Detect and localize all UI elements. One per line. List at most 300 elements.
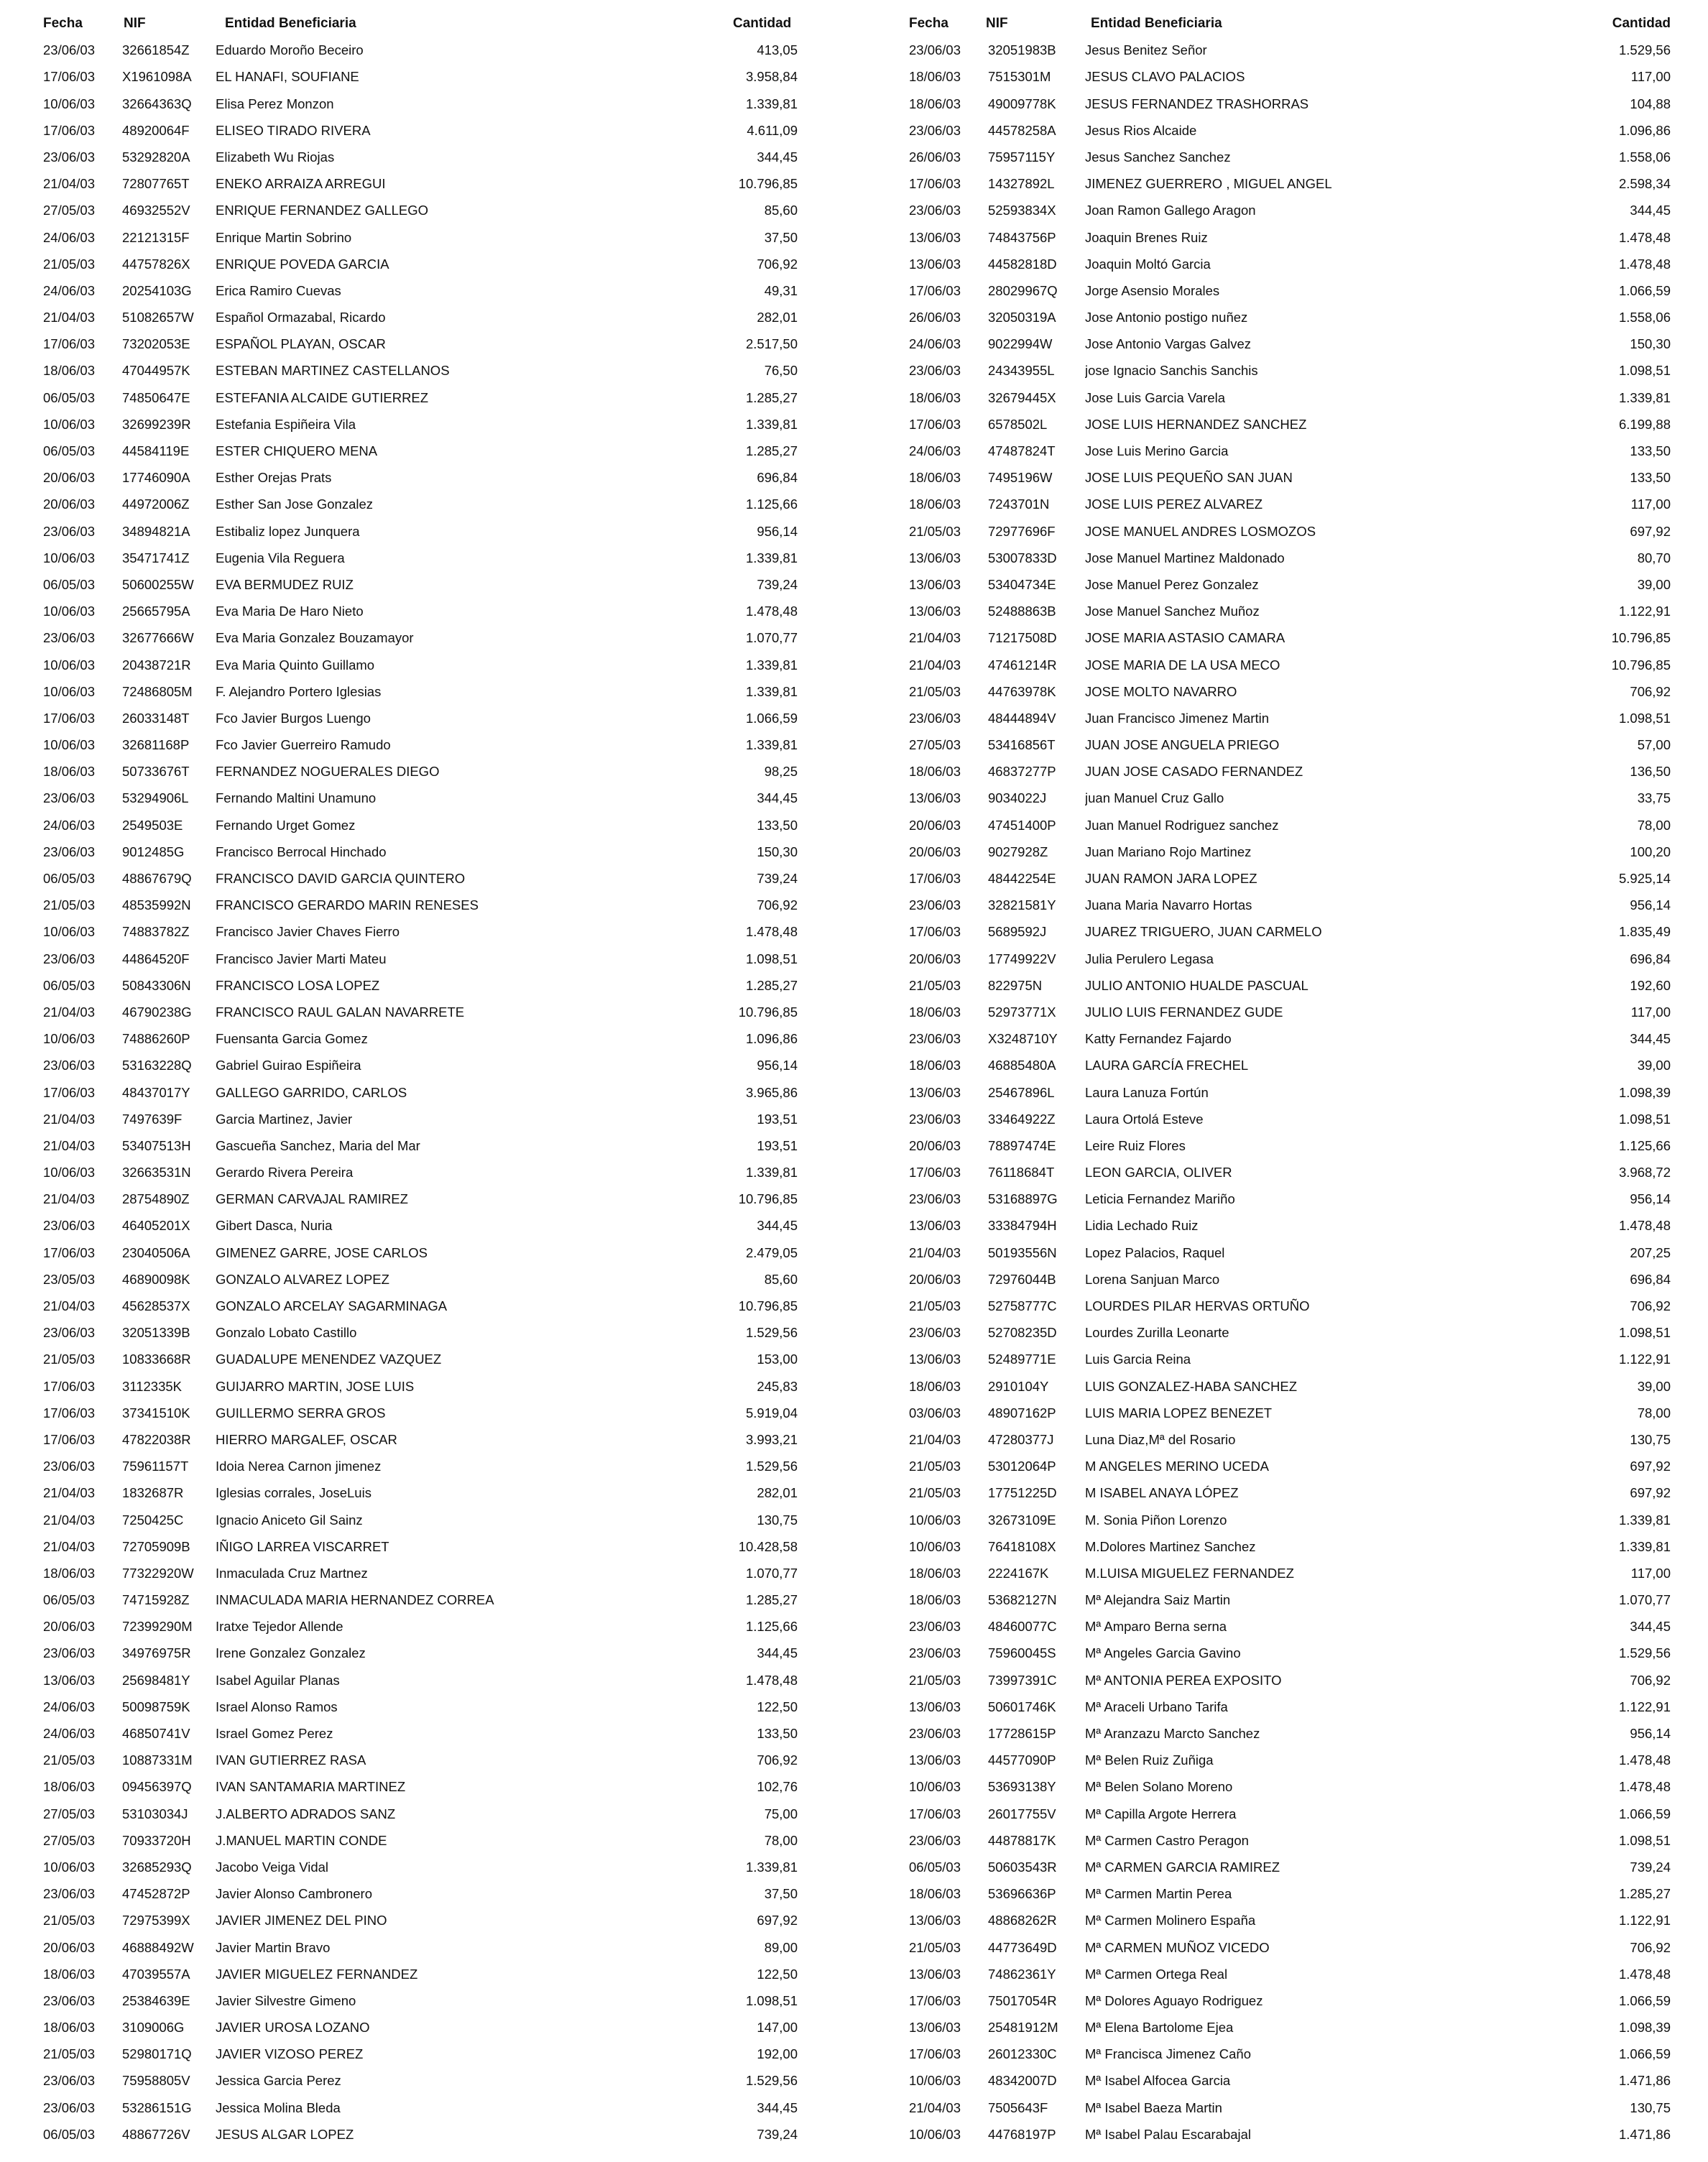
row-nif: 47822038R	[122, 1431, 191, 1447]
row-fecha: 21/04/03	[909, 630, 961, 646]
row-cantidad: 150,30	[757, 844, 798, 859]
row-cantidad: 1.122,91	[1618, 1699, 1671, 1714]
row-fecha: 18/06/03	[909, 764, 961, 780]
row-nif: 7497639F	[122, 1111, 183, 1127]
table-row	[43, 1613, 798, 1640]
row-entidad: Fco Javier Burgos Luengo	[216, 710, 371, 726]
table-row	[43, 518, 798, 545]
row-entidad: JESUS FERNANDEZ TRASHORRAS	[1085, 96, 1309, 111]
row-nif: 47451400P	[988, 817, 1056, 833]
table-row	[909, 491, 1671, 517]
table-row	[909, 224, 1671, 251]
row-cantidad: 1.098,39	[1618, 2020, 1671, 2036]
table-row	[909, 758, 1671, 785]
row-nif: 53696636P	[988, 1886, 1056, 1902]
row-entidad: ESPAÑOL PLAYAN, OSCAR	[216, 336, 386, 352]
row-cantidad: 122,50	[757, 1966, 798, 1982]
table-row	[43, 1479, 798, 1506]
row-fecha: 18/06/03	[909, 69, 961, 85]
row-nif: 74715928Z	[122, 1592, 190, 1608]
row-cantidad: 57,00	[1637, 737, 1671, 753]
row-entidad: Eva Maria De Haro Nieto	[216, 604, 364, 619]
table-row	[909, 144, 1671, 170]
row-fecha: 10/06/03	[43, 1031, 96, 1047]
row-cantidad: 102,76	[757, 1779, 798, 1795]
row-entidad: M.Dolores Martinez Sanchez	[1085, 1538, 1256, 1554]
header-cantidad: Cantidad	[1612, 16, 1671, 31]
row-entidad: Leire Ruiz Flores	[1085, 1137, 1186, 1153]
table-row	[909, 518, 1671, 545]
row-cantidad: 192,00	[757, 2046, 798, 2062]
table-row	[43, 678, 798, 705]
row-cantidad: 1.339,81	[1618, 1538, 1671, 1554]
row-entidad: Joaquin Brenes Ruiz	[1085, 229, 1208, 245]
row-nif: 50603543R	[988, 1859, 1057, 1875]
row-entidad: Jacobo Veiga Vidal	[216, 1859, 329, 1875]
row-cantidad: 193,51	[757, 1111, 798, 1127]
table-row	[909, 464, 1671, 491]
row-fecha: 23/06/03	[43, 149, 96, 165]
row-entidad: Estibaliz lopez Junquera	[216, 523, 360, 539]
row-fecha: 13/06/03	[909, 256, 961, 272]
row-fecha: 17/06/03	[909, 416, 961, 432]
row-fecha: 20/06/03	[43, 1939, 96, 1955]
row-entidad: ESTEBAN MARTINEZ CASTELLANOS	[216, 363, 450, 379]
row-entidad: Mª Francisca Jimenez Caño	[1085, 2046, 1251, 2062]
row-entidad: GALLEGO GARRIDO, CARLOS	[216, 1084, 407, 1100]
row-cantidad: 344,45	[1630, 1031, 1671, 1047]
row-cantidad: 10.796,85	[738, 1298, 798, 1313]
table-row	[909, 1934, 1671, 1961]
row-entidad: JESUS ALGAR LOPEZ	[216, 2126, 354, 2142]
table-row	[909, 865, 1671, 892]
row-fecha: 23/06/03	[43, 42, 96, 58]
row-fecha: 21/05/03	[909, 1459, 961, 1474]
row-entidad: Mª Dolores Aguayo Rodriguez	[1085, 1992, 1263, 2008]
table-row	[909, 1560, 1671, 1586]
row-entidad: JOSE MOLTO NAVARRO	[1085, 683, 1237, 699]
row-entidad: J.ALBERTO ADRADOS SANZ	[216, 1806, 396, 1821]
row-entidad: JUAREZ TRIGUERO, JUAN CARMELO	[1085, 924, 1322, 940]
row-fecha: 10/06/03	[43, 683, 96, 699]
row-fecha: 24/06/03	[909, 443, 961, 458]
table-row	[43, 1025, 798, 1052]
row-nif: 48535992N	[122, 897, 191, 913]
row-cantidad: 1.096,86	[745, 1031, 798, 1047]
row-entidad: Joaquin Moltó Garcia	[1085, 256, 1211, 272]
row-nif: 48444894V	[988, 710, 1056, 726]
row-cantidad: 1.471,86	[1618, 2126, 1671, 2142]
row-entidad: Laura Ortolá Esteve	[1085, 1111, 1204, 1127]
row-fecha: 27/05/03	[43, 1832, 96, 1848]
row-entidad: ENEKO ARRAIZA ARREGUI	[216, 176, 386, 192]
row-fecha: 17/06/03	[43, 1431, 96, 1447]
row-fecha: 10/06/03	[909, 1779, 961, 1795]
row-entidad: Jose Luis Garcia Varela	[1085, 389, 1226, 405]
row-nif: 75958805V	[122, 2073, 190, 2089]
row-nif: 53693138Y	[988, 1779, 1056, 1795]
row-nif: 33384794H	[988, 1218, 1057, 1234]
table-row	[43, 1533, 798, 1560]
table-row	[43, 571, 798, 598]
row-cantidad: 956,14	[1630, 1726, 1671, 1741]
row-fecha: 23/06/03	[43, 2073, 96, 2089]
row-entidad: ELISEO TIRADO RIVERA	[216, 122, 371, 138]
row-nif: 7505643F	[988, 2099, 1048, 2115]
row-entidad: JOSE LUIS PEREZ ALVAREZ	[1085, 496, 1263, 512]
row-entidad: Fernando Urget Gomez	[216, 817, 356, 833]
row-entidad: Fuensanta Garcia Gomez	[216, 1031, 368, 1047]
table-row	[909, 545, 1671, 571]
row-cantidad: 1.339,81	[745, 683, 798, 699]
header-fecha: Fecha	[909, 16, 948, 31]
row-cantidad: 1.125,66	[745, 1619, 798, 1635]
row-nif: 48867726V	[122, 2126, 190, 2142]
row-nif: 32673109E	[988, 1512, 1056, 1528]
row-nif: 32663531N	[122, 1165, 191, 1181]
row-fecha: 27/05/03	[909, 737, 961, 753]
row-fecha: 17/06/03	[43, 710, 96, 726]
row-fecha: 17/06/03	[909, 176, 961, 192]
table-row	[909, 1400, 1671, 1426]
row-fecha: 17/06/03	[909, 1806, 961, 1821]
row-fecha: 23/06/03	[43, 1886, 96, 1902]
row-entidad: Juan Manuel Rodriguez sanchez	[1085, 817, 1279, 833]
row-nif: 46890098K	[122, 1271, 190, 1287]
row-cantidad: 78,00	[764, 1832, 798, 1848]
row-nif: 32677666W	[122, 630, 194, 646]
row-nif: 32679445X	[988, 389, 1056, 405]
row-fecha: 06/05/03	[43, 576, 96, 592]
row-cantidad: 1.529,56	[1618, 1645, 1671, 1661]
row-cantidad: 344,45	[757, 790, 798, 806]
row-cantidad: 193,51	[757, 1137, 798, 1153]
table-row	[909, 731, 1671, 758]
table-row	[43, 1346, 798, 1372]
table-row	[43, 411, 798, 438]
row-nif: 47280377J	[988, 1431, 1054, 1447]
row-nif: 76418108X	[988, 1538, 1056, 1554]
row-fecha: 21/04/03	[43, 1137, 96, 1153]
row-cantidad: 1.122,91	[1618, 604, 1671, 619]
table-row	[43, 2067, 798, 2094]
row-fecha: 23/06/03	[909, 1111, 961, 1127]
row-fecha: 17/06/03	[43, 1244, 96, 1260]
row-nif: 76118684T	[988, 1165, 1055, 1181]
row-entidad: Javier Martin Bravo	[216, 1939, 331, 1955]
row-nif: 32051339B	[122, 1325, 190, 1341]
row-fecha: 21/05/03	[43, 1913, 96, 1928]
row-nif: 32664363Q	[122, 96, 192, 111]
table-row	[909, 1854, 1671, 1880]
row-nif: 44864520F	[122, 951, 190, 966]
row-cantidad: 130,75	[1630, 2099, 1671, 2115]
row-nif: 3112335K	[122, 1378, 182, 1394]
row-nif: 32051983B	[988, 42, 1056, 58]
row-fecha: 21/04/03	[909, 1244, 961, 1260]
row-cantidad: 697,92	[1630, 523, 1671, 539]
row-nif: 53007833D	[988, 550, 1057, 565]
row-fecha: 18/06/03	[909, 1004, 961, 1020]
row-cantidad: 39,00	[1637, 576, 1671, 592]
row-nif: 17751225D	[988, 1485, 1057, 1501]
row-cantidad: 3.965,86	[745, 1084, 798, 1100]
table-row	[43, 1720, 798, 1747]
row-nif: 44578258A	[988, 122, 1056, 138]
row-nif: 7250425C	[122, 1512, 184, 1528]
row-cantidad: 1.339,81	[745, 96, 798, 111]
row-cantidad: 2.598,34	[1618, 176, 1671, 192]
row-entidad: JAVIER JIMENEZ DEL PINO	[216, 1913, 387, 1928]
table-row	[909, 277, 1671, 304]
row-cantidad: 697,92	[1630, 1485, 1671, 1501]
row-entidad: FRANCISCO DAVID GARCIA QUINTERO	[216, 871, 466, 886]
row-fecha: 17/06/03	[909, 282, 961, 298]
row-cantidad: 344,45	[757, 1218, 798, 1234]
row-fecha: 13/06/03	[909, 1966, 961, 1982]
table-row	[43, 1987, 798, 2014]
table-row	[909, 1827, 1671, 1854]
row-nif: 53404734E	[988, 576, 1056, 592]
row-nif: 72977696F	[988, 523, 1056, 539]
row-cantidad: 6.199,88	[1618, 416, 1671, 432]
row-fecha: 06/05/03	[43, 1592, 96, 1608]
table-row	[43, 1586, 798, 1613]
row-fecha: 21/04/03	[43, 1111, 96, 1127]
row-cantidad: 1.066,59	[1618, 2046, 1671, 2062]
row-cantidad: 1.066,59	[1618, 1806, 1671, 1821]
table-row	[43, 224, 798, 251]
row-cantidad: 75,00	[764, 1806, 798, 1821]
table-row	[43, 2121, 798, 2148]
row-cantidad: 133,50	[1630, 443, 1671, 458]
row-cantidad: 696,84	[1630, 951, 1671, 966]
row-entidad: Iratxe Tejedor Allende	[216, 1619, 343, 1635]
row-fecha: 03/06/03	[909, 1405, 961, 1420]
row-nif: 32681168P	[122, 737, 190, 753]
row-cantidad: 1.478,48	[1618, 229, 1671, 245]
row-nif: 09456397Q	[122, 1779, 192, 1795]
row-fecha: 23/06/03	[43, 1325, 96, 1341]
row-cantidad: 1.098,51	[1618, 710, 1671, 726]
row-cantidad: 1.339,81	[745, 416, 798, 432]
row-entidad: Luna Diaz,Mª del Rosario	[1085, 1431, 1236, 1447]
table-row	[909, 812, 1671, 839]
row-cantidad: 1.478,48	[1618, 256, 1671, 272]
table-row	[43, 304, 798, 331]
row-nif: 23040506A	[122, 1244, 190, 1260]
row-nif: 72399290M	[122, 1619, 193, 1635]
row-fecha: 23/06/03	[43, 1992, 96, 2008]
row-nif: 46790238G	[122, 1004, 192, 1020]
row-entidad: Fco Javier Guerreiro Ramudo	[216, 737, 391, 753]
row-fecha: 18/06/03	[43, 1565, 96, 1581]
row-entidad: JUAN JOSE CASADO FERNANDEZ	[1085, 764, 1303, 780]
row-fecha: 23/06/03	[43, 523, 96, 539]
row-cantidad: 344,45	[757, 149, 798, 165]
row-fecha: 13/06/03	[909, 550, 961, 565]
table-row	[43, 2041, 798, 2067]
row-cantidad: 344,45	[757, 2099, 798, 2115]
row-cantidad: 1.478,48	[1618, 1752, 1671, 1768]
row-entidad: JIMENEZ GUERRERO , MIGUEL ANGEL	[1085, 176, 1332, 192]
row-entidad: EL HANAFI, SOUFIANE	[216, 69, 359, 85]
table-row	[43, 1747, 798, 1773]
row-entidad: Mª Capilla Argote Herrera	[1085, 1806, 1237, 1821]
row-nif: 75017054R	[988, 1992, 1057, 2008]
header-entidad: Entidad Beneficiaria	[225, 16, 356, 31]
row-nif: 53416856T	[988, 737, 1056, 753]
row-fecha: 10/06/03	[43, 550, 96, 565]
row-fecha: 13/06/03	[909, 2020, 961, 2036]
row-nif: 48460077C	[988, 1619, 1057, 1635]
table-row	[43, 1293, 798, 1319]
row-nif: 6578502L	[988, 416, 1048, 432]
row-cantidad: 413,05	[757, 42, 798, 58]
row-nif: 20254103G	[122, 282, 192, 298]
table-row	[43, 91, 798, 117]
row-cantidad: 1.066,59	[1618, 1992, 1671, 2008]
row-entidad: Mª Carmen Castro Peragon	[1085, 1832, 1249, 1848]
row-fecha: 23/06/03	[43, 2099, 96, 2115]
row-entidad: Francisco Javier Chaves Fierro	[216, 924, 400, 940]
row-nif: 44582818D	[988, 256, 1057, 272]
row-cantidad: 1.098,39	[1618, 1084, 1671, 1100]
row-fecha: 23/06/03	[909, 1832, 961, 1848]
row-entidad: Garcia Martinez, Javier	[216, 1111, 353, 1127]
row-cantidad: 1.478,48	[1618, 1218, 1671, 1234]
table-row	[43, 438, 798, 464]
row-nif: 50843306N	[122, 977, 191, 993]
row-nif: 70933720H	[122, 1832, 191, 1848]
row-entidad: Joan Ramon Gallego Aragon	[1085, 203, 1256, 218]
row-nif: 48868262R	[988, 1913, 1057, 1928]
row-fecha: 23/06/03	[909, 710, 961, 726]
row-nif: 34976975R	[122, 1645, 191, 1661]
table-row	[909, 1907, 1671, 1934]
row-nif: 44972006Z	[122, 496, 190, 512]
table-row	[43, 839, 798, 865]
row-fecha: 17/06/03	[909, 924, 961, 940]
row-nif: 44773649D	[988, 1939, 1057, 1955]
table-row	[43, 63, 798, 90]
row-fecha: 13/06/03	[909, 1699, 961, 1714]
table-row	[909, 37, 1671, 63]
row-nif: 44878817K	[988, 1832, 1056, 1848]
row-nif: 3109006G	[122, 2020, 185, 2036]
row-fecha: 13/06/03	[909, 1913, 961, 1928]
row-cantidad: 153,00	[757, 1352, 798, 1367]
row-entidad: Laura Lanuza Fortún	[1085, 1084, 1209, 1100]
row-cantidad: 245,83	[757, 1378, 798, 1394]
row-nif: 22121315F	[122, 229, 190, 245]
row-fecha: 18/06/03	[909, 470, 961, 486]
row-cantidad: 1.096,86	[1618, 122, 1671, 138]
row-entidad: Juan Mariano Rojo Martinez	[1085, 844, 1252, 859]
row-nif: 53682127N	[988, 1592, 1057, 1608]
row-entidad: Lorena Sanjuan Marco	[1085, 1271, 1220, 1287]
row-entidad: Jose Antonio postigo nuñez	[1085, 310, 1248, 325]
row-fecha: 06/05/03	[43, 2126, 96, 2142]
table-row	[43, 1854, 798, 1880]
row-entidad: Esther San Jose Gonzalez	[216, 496, 374, 512]
row-entidad: Mª Aranzazu Marcto Sanchez	[1085, 1726, 1260, 1741]
row-fecha: 27/05/03	[43, 203, 96, 218]
row-cantidad: 956,14	[1630, 1191, 1671, 1207]
table-row	[909, 1025, 1671, 1052]
table-row	[909, 1479, 1671, 1506]
row-fecha: 13/06/03	[909, 1352, 961, 1367]
row-nif: 53294906L	[122, 790, 189, 806]
row-nif: 32050319A	[988, 310, 1056, 325]
table-row	[43, 1132, 798, 1159]
table-row	[43, 117, 798, 144]
row-cantidad: 1.339,81	[1618, 389, 1671, 405]
table-row	[43, 758, 798, 785]
row-cantidad: 706,92	[1630, 1672, 1671, 1688]
row-entidad: JAVIER UROSA LOZANO	[216, 2020, 370, 2036]
row-cantidad: 76,50	[764, 363, 798, 379]
row-entidad: Mª Carmen Martin Perea	[1085, 1886, 1232, 1902]
row-entidad: Israel Gomez Perez	[216, 1726, 333, 1741]
row-entidad: FERNANDEZ NOGUERALES DIEGO	[216, 764, 440, 780]
row-fecha: 21/04/03	[43, 1004, 96, 1020]
row-cantidad: 2.517,50	[745, 336, 798, 352]
row-cantidad: 133,50	[757, 1726, 798, 1741]
row-entidad: Mª CARMEN GARCIA RAMIREZ	[1085, 1859, 1280, 1875]
table-row	[909, 1694, 1671, 1720]
row-nif: 32699239R	[122, 416, 191, 432]
row-entidad: ENRIQUE POVEDA GARCIA	[216, 256, 389, 272]
row-fecha: 06/05/03	[43, 389, 96, 405]
row-nif: 74883782Z	[122, 924, 190, 940]
row-entidad: JOSE MARIA DE LA USA MECO	[1085, 657, 1280, 673]
row-cantidad: 100,20	[1630, 844, 1671, 859]
row-entidad: Francisco Javier Marti Mateu	[216, 951, 387, 966]
row-fecha: 21/05/03	[909, 1298, 961, 1313]
row-nif: 52973771X	[988, 1004, 1056, 1020]
row-nif: 25384639E	[122, 1992, 190, 2008]
table-row	[909, 892, 1671, 918]
row-nif: 74862361Y	[988, 1966, 1056, 1982]
row-nif: 7243701N	[988, 496, 1050, 512]
row-cantidad: 956,14	[757, 1058, 798, 1073]
right-column	[909, 10, 1671, 2148]
row-cantidad: 3.993,21	[745, 1431, 798, 1447]
row-cantidad: 1.339,81	[745, 1859, 798, 1875]
row-entidad: Elisa Perez Monzon	[216, 96, 334, 111]
table-row	[909, 1801, 1671, 1827]
row-nif: 72976044B	[988, 1271, 1056, 1287]
row-nif: 72486805M	[122, 683, 193, 699]
table-row	[909, 1132, 1671, 1159]
row-cantidad: 133,50	[1630, 470, 1671, 486]
row-nif: 52488863B	[988, 604, 1056, 619]
table-body	[909, 37, 1671, 2148]
row-entidad: Eva Maria Gonzalez Bouzamayor	[216, 630, 414, 646]
row-cantidad: 136,50	[1630, 764, 1671, 780]
row-cantidad: 1.529,56	[745, 1325, 798, 1341]
row-entidad: Gerardo Rivera Pereira	[216, 1165, 354, 1181]
row-fecha: 23/06/03	[909, 122, 961, 138]
row-entidad: JAVIER MIGUELEZ FERNANDEZ	[216, 1966, 418, 1982]
table-row	[43, 357, 798, 384]
row-entidad: Isabel Aguilar Planas	[216, 1672, 340, 1688]
row-fecha: 21/04/03	[43, 1485, 96, 1501]
row-nif: 32821581Y	[988, 897, 1056, 913]
table-row	[909, 705, 1671, 731]
row-fecha: 23/06/03	[43, 1645, 96, 1661]
